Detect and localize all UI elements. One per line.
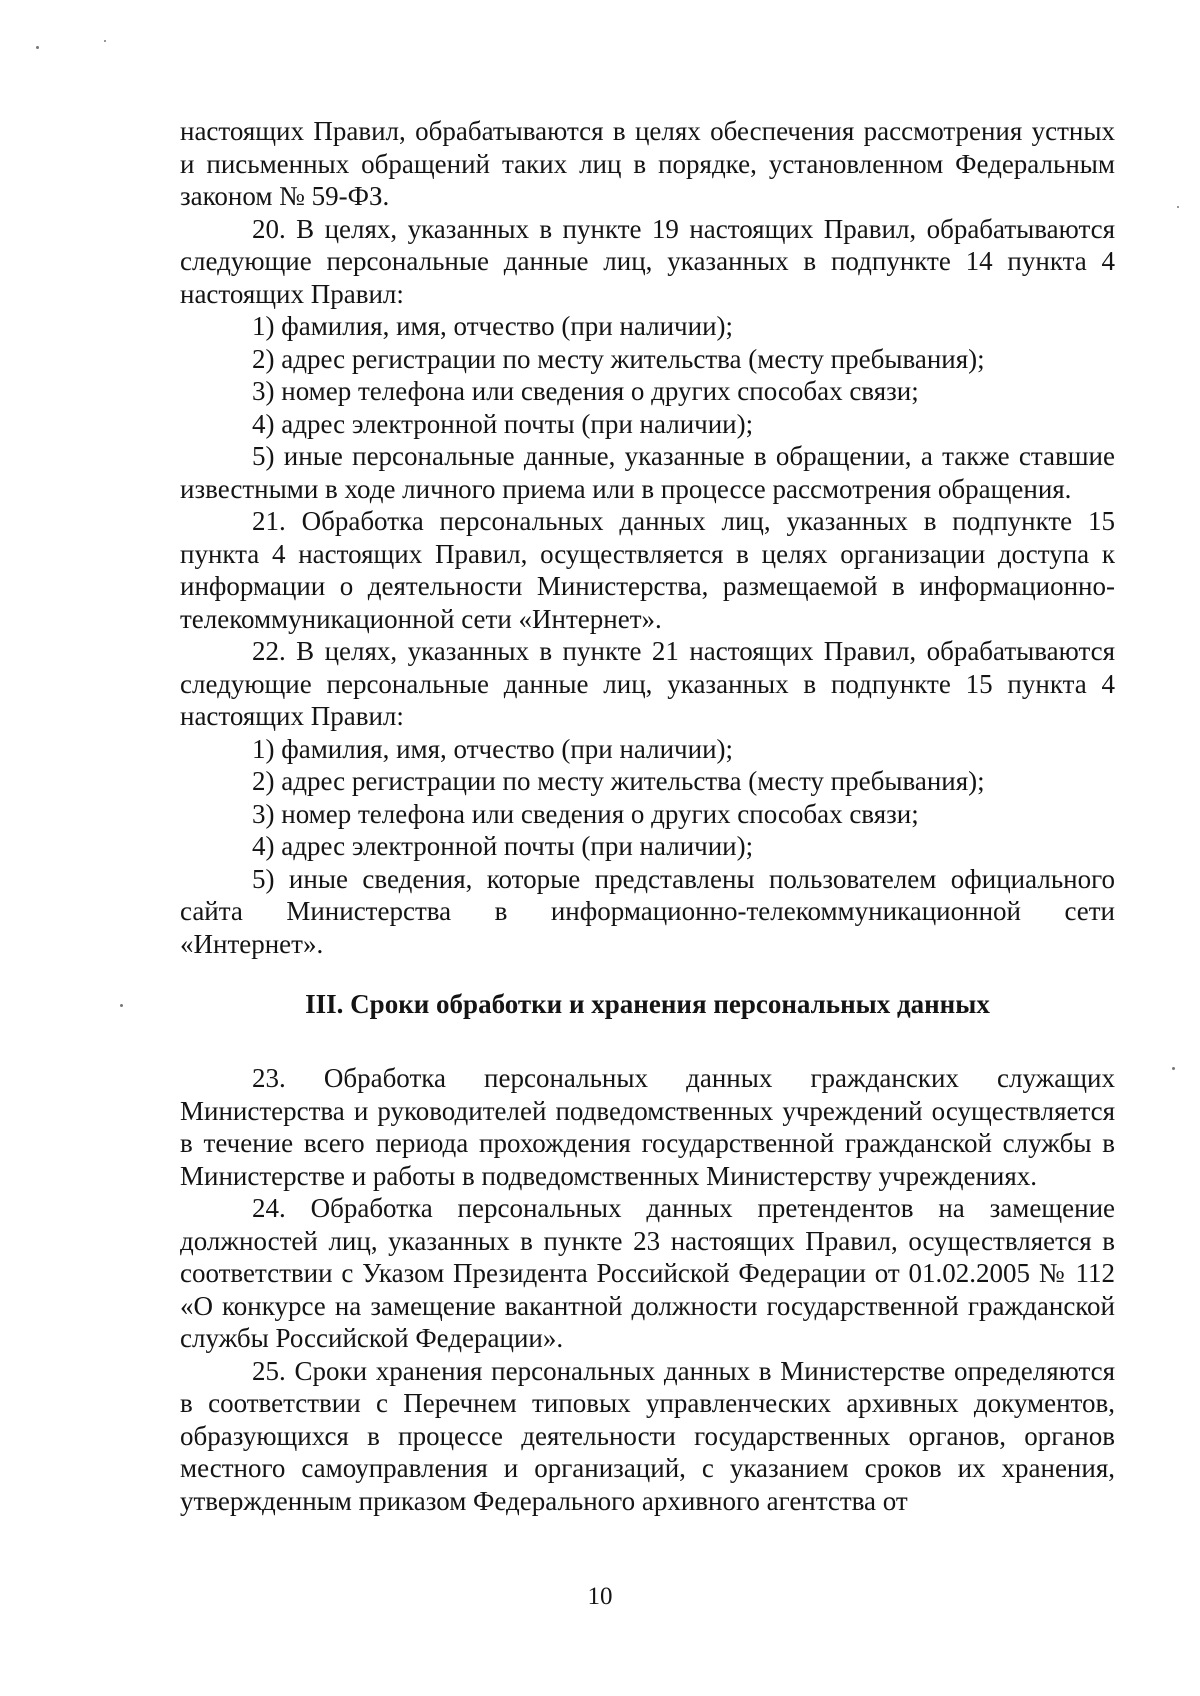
paragraph-20: 20. В целях, указанных в пункте 19 настоящих Правил, обрабатываются следующие персональные данные лиц, указанных в подпункте 14 пункта 4 настоящих Правил: xyxy=(180,213,1115,309)
list-item-22-4: 4) адрес электронной почты (при наличии); xyxy=(252,831,754,861)
paragraph-25: 25. Сроки хранения персональных данных в Министерстве определяются в соответствии с Перечнем типовых управленческих архивных документов, образующихся в процессе деятельности государственных органов, органов местного самоуправления и организаций, с указанием сроков их хранения, утвержденным приказом Федерального архивного агентства от xyxy=(180,1355,1115,1516)
list-item-20-1: 1) фамилия, имя, отчество (при наличии); xyxy=(252,311,734,341)
paragraph-23: 23. Обработка персональных данных гражданских служащих Министерства и руководителей подведомственных учреждений осуществляется в течение всего периода прохождения государственной гражданской службы в Министерстве и работы в подведомственных Министерству учреждениях. xyxy=(180,1063,1115,1191)
section-heading: III. Сроки обработки и хранения персональных данных xyxy=(305,989,990,1019)
scan-speck xyxy=(1177,206,1179,208)
list-item-22-5: 5) иные сведения, которые представлены пользователем официального сайта Министерства в информационно-телекоммуникационной сети «Интернет». xyxy=(180,863,1115,959)
list-item-22-2: 2) адрес регистрации по месту жительства (месту пребывания); xyxy=(252,766,985,796)
list-item-20-5: 5) иные персональные данные, указанные в обращении, а также ставшие известными в ходе личного приема или в процессе рассмотрения обращения. xyxy=(180,441,1115,504)
scan-speck xyxy=(120,1004,123,1007)
paragraph-24: 24. Обработка персональных данных претендентов на замещение должностей лиц, указанных в пункте 23 настоящих Правил, осуществляется в соответствии с Указом Президента Российской Федерации от 01.02.2005 № 112 «О конкурсе на замещение вакантной должности государственной гражданской службы Российской Федерации». xyxy=(180,1193,1115,1353)
list-item-20-3: 3) номер телефона или сведения о других способах связи; xyxy=(252,376,919,406)
scan-speck xyxy=(36,46,39,49)
scan-speck xyxy=(104,40,106,42)
paragraph-continuation: настоящих Правил, обрабатываются в целях обеспечения рассмотрения устных и письменных обращений таких лиц в порядке, установленном Федеральным законом № 59-ФЗ. xyxy=(180,116,1115,211)
scan-speck xyxy=(1172,1067,1175,1070)
body-text-top xyxy=(180,115,1115,960)
list-item-22-1: 1) фамилия, имя, отчество (при наличии); xyxy=(252,733,734,764)
paragraph-22: 22. В целях, указанных в пункте 21 настоящих Правил, обрабатываются следующие персональные данные лиц, указанных в подпункте 15 пункта 4 настоящих Правил: xyxy=(180,636,1115,731)
list-item-20-4: 4) адрес электронной почты (при наличии); xyxy=(252,408,754,439)
paragraph-21: 21. Обработка персональных данных лиц, указанных в подпункте 15 пункта 4 настоящих Правил, осуществляется в целях организации доступа к информации о деятельности Министерства, размещаемой в информационно-телекоммуникационной сети «Интернет». xyxy=(180,506,1115,634)
page-number: 10 xyxy=(587,1583,613,1610)
list-item-22-3: 3) номер телефона или сведения о других способах связи; xyxy=(252,798,919,829)
list-item-20-2: 2) адрес регистрации по месту жительства (месту пребывания); xyxy=(252,343,985,374)
body-text-bottom xyxy=(180,1062,1115,1517)
